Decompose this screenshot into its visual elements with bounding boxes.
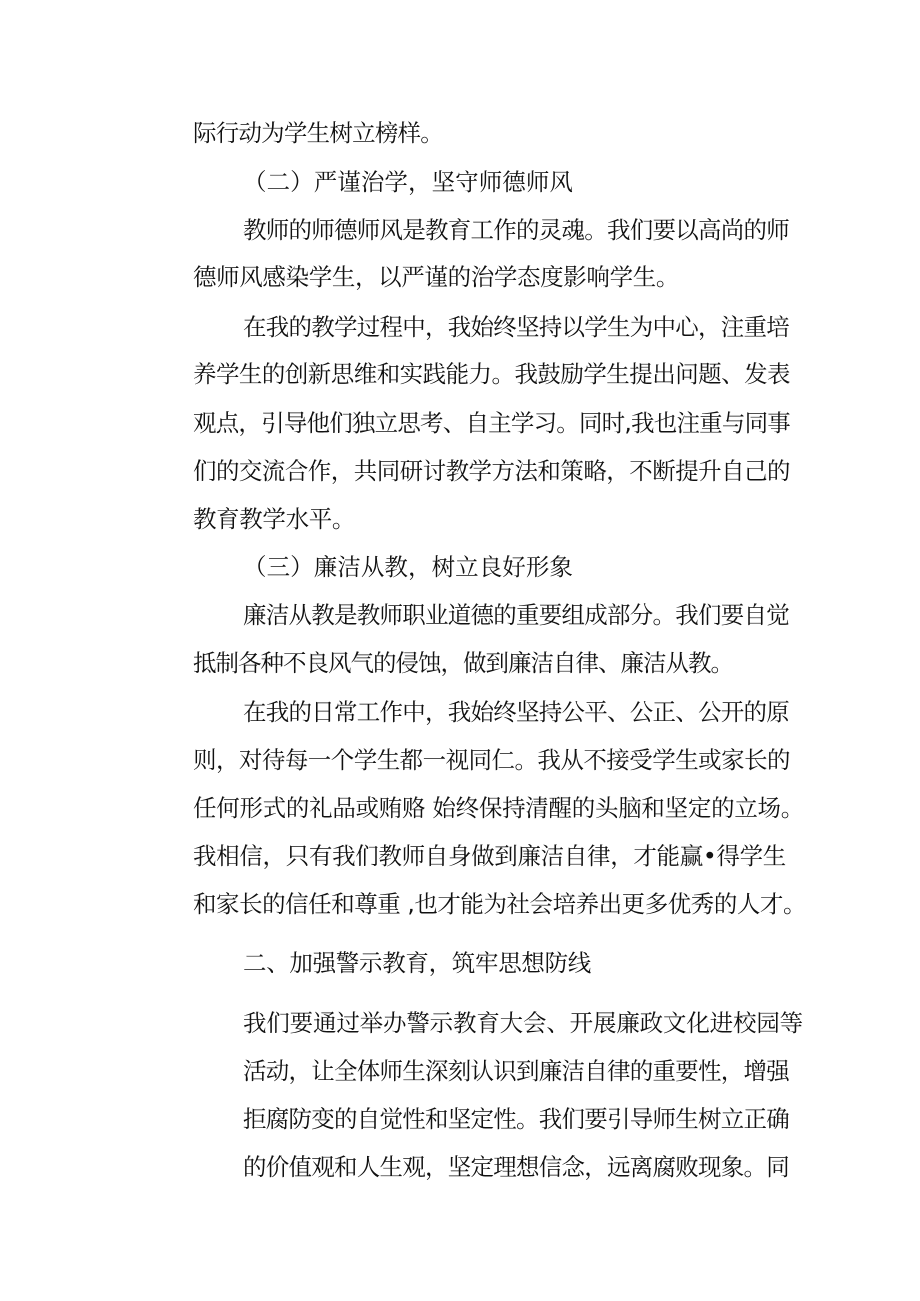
- paragraph-line: 则，对待每一个学生都一视同仁。我从不接受学生或家长的: [193, 746, 790, 774]
- paragraph-line: 我们要通过举办警示教育大会、开展廉政文化进校园等: [243, 1009, 803, 1037]
- paragraph-line: 们的交流合作，共同研讨教学方法和策略，不断提升自己的: [193, 457, 790, 485]
- paragraph-line: 教育教学水平。: [193, 505, 355, 533]
- paragraph-line: 活动，让全体师生深刻认识到廉洁自律的重要性，增强: [243, 1057, 789, 1085]
- section-heading: （三）廉洁从教，树立良好形象: [243, 553, 573, 581]
- paragraph-line: 的价值观和人生观，坚定理想信念，远离腐败现象。同: [243, 1153, 789, 1181]
- section-heading: （二）严谨治学，坚守师德师风: [243, 168, 573, 196]
- section-heading: 二、加强警示教育，筑牢思想防线: [243, 949, 591, 977]
- paragraph-line: 际行动为学生树立榜样。: [193, 119, 443, 147]
- paragraph-line: 在我的教学过程中，我始终坚持以学生为中心，注重培: [243, 313, 789, 341]
- paragraph-line: 任何形式的礼品或贿赂 始终保持清醒的头脑和坚定的立场。: [193, 794, 804, 822]
- paragraph-line: 观点，引导他们独立思考、自主学习。同时,我也注重与同事: [193, 409, 790, 437]
- paragraph-line: 我相信，只有我们教师自身做到廉洁自律，才能赢•得学生: [193, 842, 786, 870]
- paragraph-line: 抵制各种不良风气的侵蚀，做到廉洁自律、廉洁从教。: [193, 649, 733, 677]
- paragraph-line: 拒腐防变的自觉性和坚定性。我们要引导师生树立正确: [243, 1105, 789, 1133]
- paragraph-line: 在我的日常工作中，我始终坚持公平、公正、公开的原: [243, 698, 789, 726]
- paragraph-line: 德师风感染学生，以严谨的治学态度影响学生。: [193, 263, 679, 291]
- paragraph-line: 廉洁从教是教师职业道德的重要组成部分。我们要自觉: [243, 601, 789, 629]
- paragraph-line: 养学生的创新思维和实践能力。我鼓励学生提出问题、发表: [193, 360, 790, 388]
- paragraph-line: 和家长的信任和尊重 ,也才能为社会培养出更多优秀的人才。: [193, 890, 806, 918]
- paragraph-line: 教师的师德师风是教育工作的灵魂。我们要以高尚的师: [243, 216, 789, 244]
